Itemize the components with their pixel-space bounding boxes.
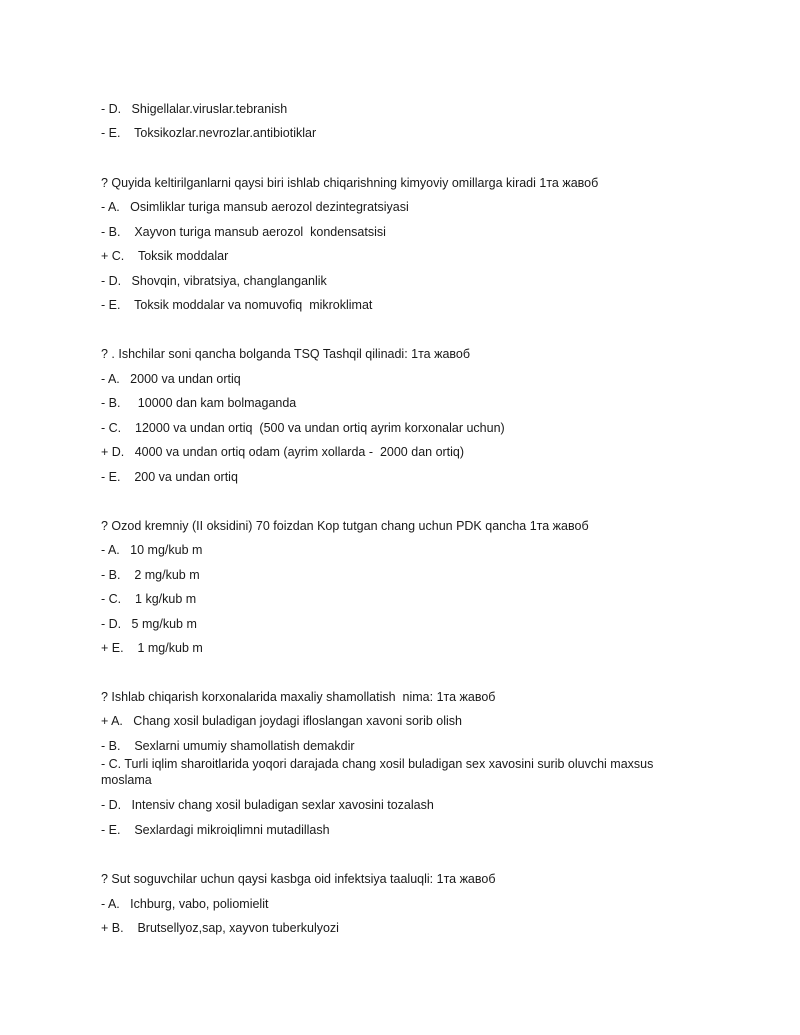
answer-option: - E. Sexlardagi mikroiqlimni mutadillash: [101, 823, 330, 837]
answer-option: - E. Toksik moddalar va nomuvofiq mikroklimat: [101, 298, 373, 312]
answer-option-correct: + C. Toksik moddalar: [101, 249, 229, 263]
answer-option: - C. 12000 va undan ortiq (500 va undan ortiq ayrim korxonalar uchun): [101, 421, 505, 435]
answer-option: - A. 2000 va undan ortiq: [101, 372, 241, 386]
answer-option: - D. Intensiv chang xosil buladigan sexlar xavosini tozalash: [101, 798, 434, 812]
answer-option: - E. 200 va undan ortiq: [101, 470, 238, 484]
answer-option: - A. 10 mg/kub m: [101, 543, 203, 557]
answer-option: - C. 1 kg/kub m: [101, 592, 197, 606]
question-text: ? Ozod kremniy (II oksidini) 70 foizdan Kop tutgan chang uchun PDK qancha 1та жавоб: [101, 519, 589, 533]
answer-option-correct: + E. 1 mg/kub m: [101, 641, 203, 655]
answer-option: - E. Toksikozlar.nevrozlar.antibiotiklar: [101, 126, 317, 140]
answer-option-correct: + A. Chang xosil buladigan joydagi ifloslangan xavoni sorib olish: [101, 714, 462, 728]
question-text: ? Ishlab chiqarish korxonalarida maxaliy shamollatish nima: 1та жавоб: [101, 690, 496, 704]
answer-option: - D. 5 mg/kub m: [101, 617, 197, 631]
answer-option: - D. Shovqin, vibratsiya, changlanganlik: [101, 274, 327, 288]
answer-option: - B. Sexlarni umumiy shamollatish demakdir: [101, 739, 355, 753]
question-text: ? Sut soguvchilar uchun qaysi kasbga oid infektsiya taaluqli: 1та жавоб: [101, 872, 496, 886]
answer-option: - A. Ichburg, vabo, poliomielit: [101, 897, 269, 911]
answer-option: - D. Shigellalar.viruslar.tebranish: [101, 102, 288, 116]
question-text: ? . Ishchilar soni qancha bolganda TSQ Tashqil qilinadi: 1та жавоб: [101, 347, 471, 361]
answer-option: - C. Turli iqlim sharoitlarida yoqori darajada chang xosil buladigan sex xavosini surib oluvchi maxsus moslama: [101, 757, 654, 787]
answer-option: - B. 2 mg/kub m: [101, 568, 200, 582]
answer-option: - B. 10000 dan kam bolmaganda: [101, 396, 297, 410]
answer-option: - A. Osimliklar turiga mansub aerozol dezintegratsiyasi: [101, 200, 409, 214]
question-text: ? Quyida keltirilganlarni qaysi biri ishlab chiqarishning kimyoviy omillarga kiradi 1та жавоб: [101, 176, 599, 190]
answer-option-correct: + B. Brutsellyoz,sap, xayvon tuberkulyozi: [101, 921, 339, 935]
answer-option-correct: + D. 4000 va undan ortiq odam (ayrim xollarda - 2000 dan ortiq): [101, 445, 465, 459]
answer-option: - B. Xayvon turiga mansub aerozol kondensatsisi: [101, 225, 386, 239]
